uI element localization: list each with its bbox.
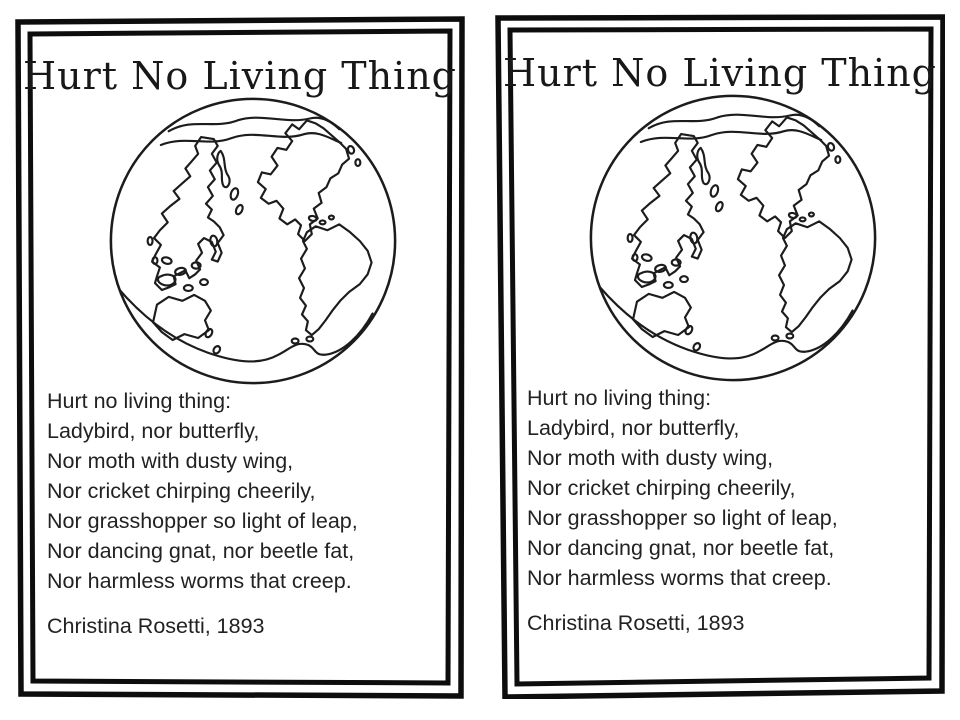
poem-line: Nor dancing gnat, nor beetle fat, bbox=[527, 536, 835, 560]
poem-text bbox=[527, 383, 919, 593]
poem-line: Ladybird, nor butterfly, bbox=[527, 416, 740, 440]
poem-line: Ladybird, nor butterfly, bbox=[47, 419, 260, 443]
poem-line: Hurt no living thing: bbox=[527, 386, 712, 410]
poem-line: Hurt no living thing: bbox=[47, 389, 232, 413]
earth-globe-illustration bbox=[106, 94, 400, 388]
poem-line: Nor cricket chirping cheerily, bbox=[527, 476, 796, 500]
poem-line: Nor cricket chirping cheerily, bbox=[47, 479, 316, 503]
poem-line: Nor grasshopper so light of leap, bbox=[527, 506, 838, 530]
poem-line: Nor moth with dusty wing, bbox=[47, 449, 294, 473]
poem-title: Hurt No Living Thing bbox=[23, 54, 457, 98]
poem-card-left bbox=[15, 16, 465, 702]
earth-globe-illustration bbox=[586, 91, 880, 385]
poem-text bbox=[47, 386, 439, 596]
poem-line: Nor moth with dusty wing, bbox=[527, 446, 774, 470]
poem-line: Nor dancing gnat, nor beetle fat, bbox=[47, 539, 355, 563]
poem-title: Hurt No Living Thing bbox=[503, 51, 937, 95]
poem-attribution: Christina Rosetti, 1893 bbox=[47, 614, 265, 638]
poem-line: Nor grasshopper so light of leap, bbox=[47, 509, 358, 533]
poem-line: Nor harmless worms that creep. bbox=[47, 569, 352, 593]
poem-attribution: Christina Rosetti, 1893 bbox=[527, 611, 745, 635]
poem-line: Nor harmless worms that creep. bbox=[527, 566, 832, 590]
poem-card-right bbox=[495, 13, 945, 699]
